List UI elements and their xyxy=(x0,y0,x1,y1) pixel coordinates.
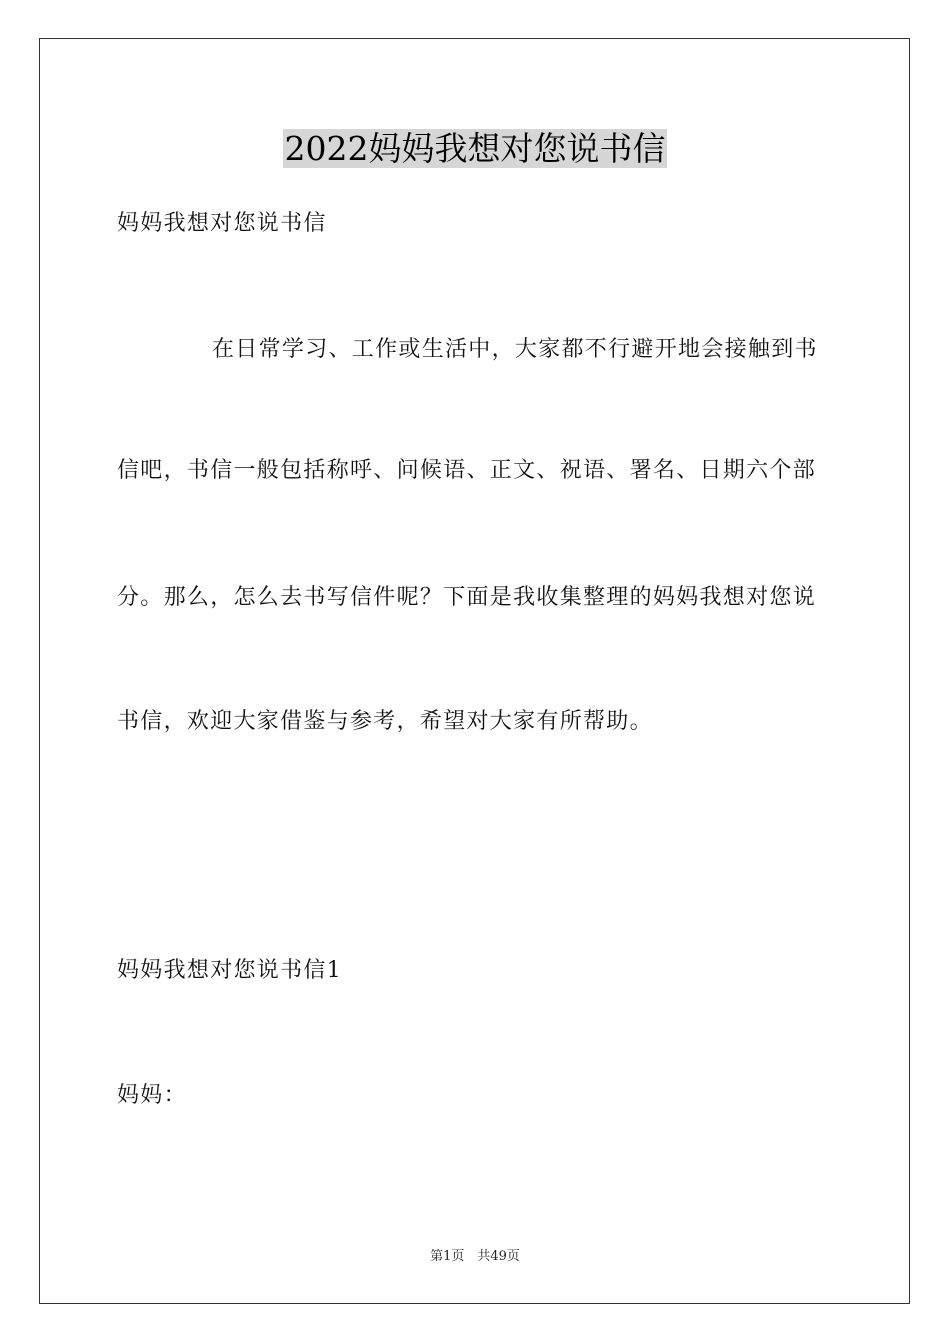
document-subtitle: 妈妈我想对您说书信 xyxy=(117,211,327,236)
intro-paragraph-line: 信吧，书信一般包括称呼、问候语、正文、祝语、署名、日期六个部 xyxy=(117,458,817,483)
letter-heading: 妈妈我想对您说书信1 xyxy=(117,958,342,983)
intro-paragraph-line: 分。那么，怎么去书写信件呢？下面是我收集整理的妈妈我想对您说 xyxy=(117,585,817,610)
letter-salutation: 妈妈： xyxy=(117,1083,187,1108)
intro-paragraph-line: 在日常学习、工作或生活中，大家都不行避开地会接触到书 xyxy=(212,337,818,362)
document-title-text: 2022妈妈我想对您说书信 xyxy=(284,129,666,168)
intro-paragraph-line: 书信，欢迎大家借鉴与参考，希望对大家有所帮助。 xyxy=(117,709,653,734)
page-footer: 第1页 共49页 xyxy=(430,1249,520,1264)
document-title xyxy=(0,128,950,170)
